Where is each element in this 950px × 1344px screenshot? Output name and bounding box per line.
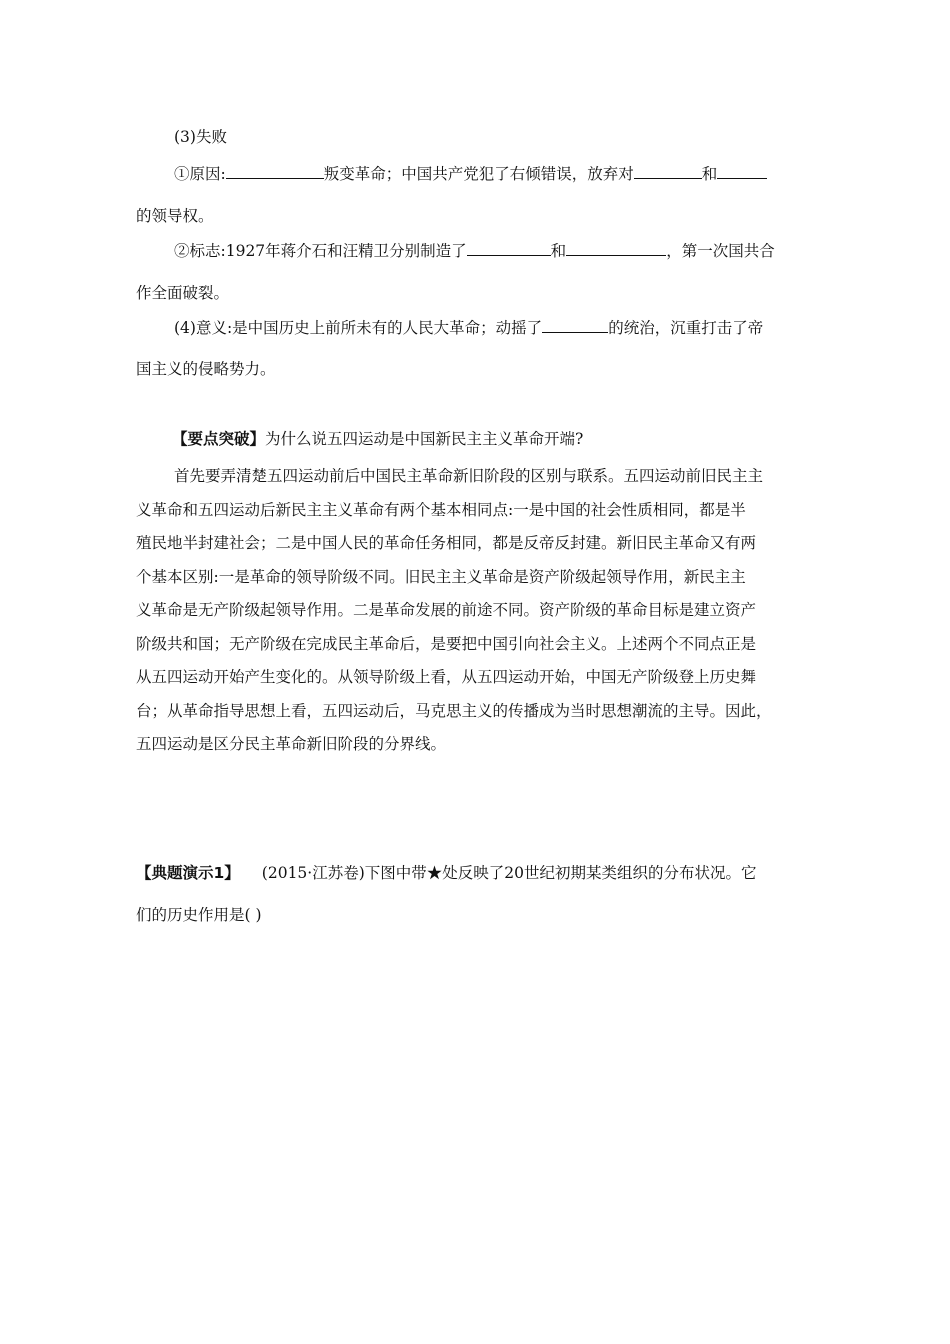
keypoint-line: 五四运动是区分民主革命新旧阶段的分界线。 xyxy=(136,735,447,753)
keypoint-line: 阶级共和国；无产阶级在完成民主革命后，是要把中国引向社会主义。上述两个不同点正是 xyxy=(136,634,757,653)
section4-text1: (4)意义:是中国历史上前所未有的人民大革命；动摇了 xyxy=(174,319,543,337)
example-text1: (2015·江苏卷)下图中带★处反映了20世纪初期某类组织的分布状况。它 xyxy=(261,864,757,882)
keypoint-line: 个基本区别:一是革命的领导阶级不同。旧民主主义革命是资产阶级起领导作用，新民主主 xyxy=(136,567,746,586)
example-line1 xyxy=(136,863,757,883)
reason-label: ①原因: xyxy=(174,165,226,183)
section3-heading: (3)失败 xyxy=(174,128,227,146)
keypoint-question: 为什么说五四运动是中国新民主主义革命开端? xyxy=(265,430,584,448)
keypoint-body xyxy=(136,460,772,762)
blank-reason-1[interactable] xyxy=(226,164,324,179)
keypoint-label: 【要点突破】 xyxy=(172,430,266,448)
sign-label: ②标志:1927年蒋介石和汪精卫分别制造了 xyxy=(174,242,467,260)
section3-sign-end: 作全面破裂。 xyxy=(136,284,230,302)
blank-reason-2[interactable] xyxy=(634,164,702,179)
section4-line2: 国主义的侵略势力。 xyxy=(136,360,276,378)
keypoint-line: 台；从革命指导思想上看，五四运动后，马克思主义的传播成为当时思想潮流的主导。因此， xyxy=(136,701,772,720)
blank-meaning-1[interactable] xyxy=(542,318,608,333)
sign-and: 和 xyxy=(550,242,567,260)
reason-and: 和 xyxy=(701,165,718,183)
section3-reason-end: 的领导权。 xyxy=(136,207,214,225)
section4-line1 xyxy=(174,318,763,338)
example-line2: 们的历史作用是( ) xyxy=(136,906,262,924)
blank-sign-1[interactable] xyxy=(467,241,551,256)
keypoint-heading xyxy=(172,429,583,449)
keypoint-line: 义革命是无产阶级起领导作用。二是革命发展的前途不同。资产阶级的革命目标是建立资产 xyxy=(136,601,757,619)
keypoint-line: 从五四运动开始产生变化的。从领导阶级上看，从五四运动开始，中国无产阶级登上历史舞 xyxy=(136,668,757,686)
keypoint-line: 殖民地半封建社会；二是中国人民的革命任务相同，都是反帝反封建。新旧民主革命又有两 xyxy=(136,534,757,552)
keypoint-line: 首先要弄清楚五四运动前后中国民主革命新旧阶段的区别与联系。五四运动前旧民主主 xyxy=(174,467,764,485)
section4-text2: 的统治，沉重打击了帝 xyxy=(608,319,764,337)
section3-reason-line xyxy=(174,164,767,184)
example-label: 【典题演示1】 xyxy=(136,864,240,882)
blank-reason-3[interactable] xyxy=(717,164,767,179)
section3-sign-line xyxy=(174,241,775,261)
blank-sign-2[interactable] xyxy=(566,241,666,256)
reason-mid: 叛变革命；中国共产党犯了右倾错误，放弃对 xyxy=(323,165,634,183)
keypoint-line: 义革命和五四运动后新民主主义革命有两个基本相同点:一是中国的社会性质相同，都是半 xyxy=(136,500,746,519)
sign-end: ，第一次国共合 xyxy=(666,242,775,260)
